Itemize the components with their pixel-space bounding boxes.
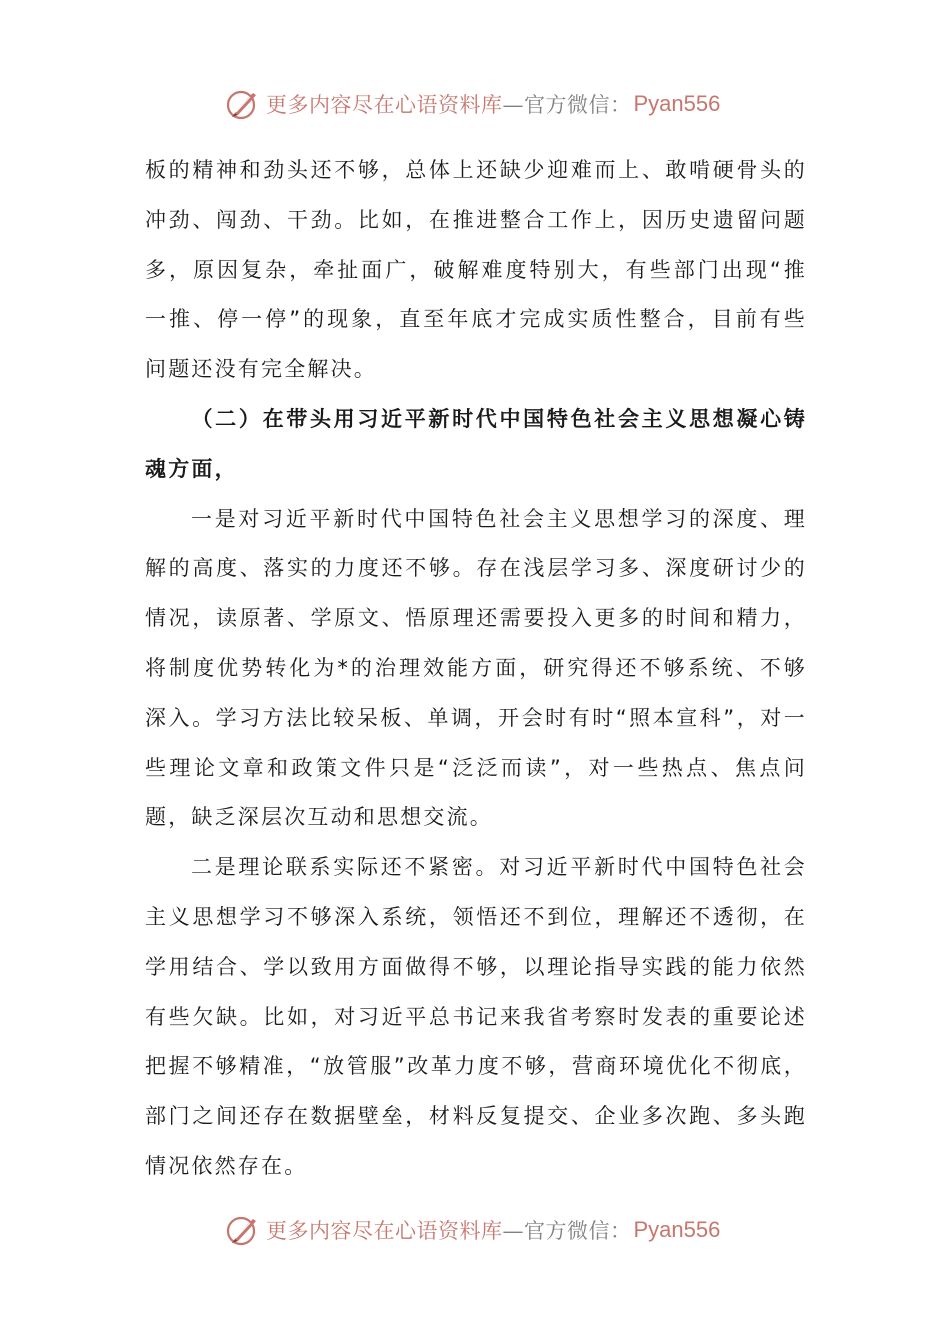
paragraph-point-one: 一是对习近平新时代中国特色社会主义思想学习的深度、理解的高度、落实的力度还不够。存在浅层学习多、深度研讨少的情况，读原著、学原文、悟原理还需要投入更多的时间和精力，将制度优势转化为*的治理效能方面，研究得还不够系统、不够深入。学习方法比较呆板、单调，开会时有时“照本宣科”，对一些理论文章和政策文件只是“泛泛而读”，对一些热点、焦点问题，缺乏深层次互动和思想交流。 [145, 506, 807, 830]
section-heading [145, 395, 807, 495]
watermark-separator: —官方微信： [502, 93, 632, 117]
pen-nib-logo-icon [226, 1212, 262, 1248]
watermark-brand: 更多内容尽在心语资料库 [266, 93, 503, 117]
paragraph-continuation: 板的精神和劲头还不够，总体上还缺少迎难而上、敢啃硬骨头的冲劲、闯劲、干劲。比如，在推进整合工作上，因历史遗留问题多，原因复杂，牵扯面广，破解难度特别大，有些部门出现“推一推、停一停”的现象，直至年底才完成实质性整合，目前有些问题还没有完全解决。 [145, 158, 807, 382]
section-heading-text: （二）在带头用习近平新时代中国特色社会主义思想凝心铸魂方面， [145, 406, 807, 481]
watermark-footer [226, 1208, 720, 1252]
pen-nib-logo-icon [226, 86, 262, 122]
paragraph-point-two: 二是理论联系实际还不紧密。对习近平新时代中国特色社会主义思想学习不够深入系统，领悟还不到位，理解还不透彻，在学用结合、学以致用方面做得不够，以理论指导实践的能力依然有些欠缺。比如，对习近平总书记来我省考察时发表的重要论述把握不够精准，“放管服”改革力度不够，营商环境优化不彻底，部门之间还存在数据壁垒，材料反复提交、企业多次跑、多头跑情况依然存在。 [145, 855, 807, 1178]
watermark-brand: 更多内容尽在心语资料库 [266, 1219, 503, 1243]
watermark-wechat-id: Pyan556 [633, 91, 721, 116]
watermark-header [226, 82, 720, 126]
watermark-wechat-id: Pyan556 [633, 1217, 721, 1242]
watermark-separator: —官方微信： [502, 1219, 632, 1243]
document-body [145, 146, 807, 1192]
